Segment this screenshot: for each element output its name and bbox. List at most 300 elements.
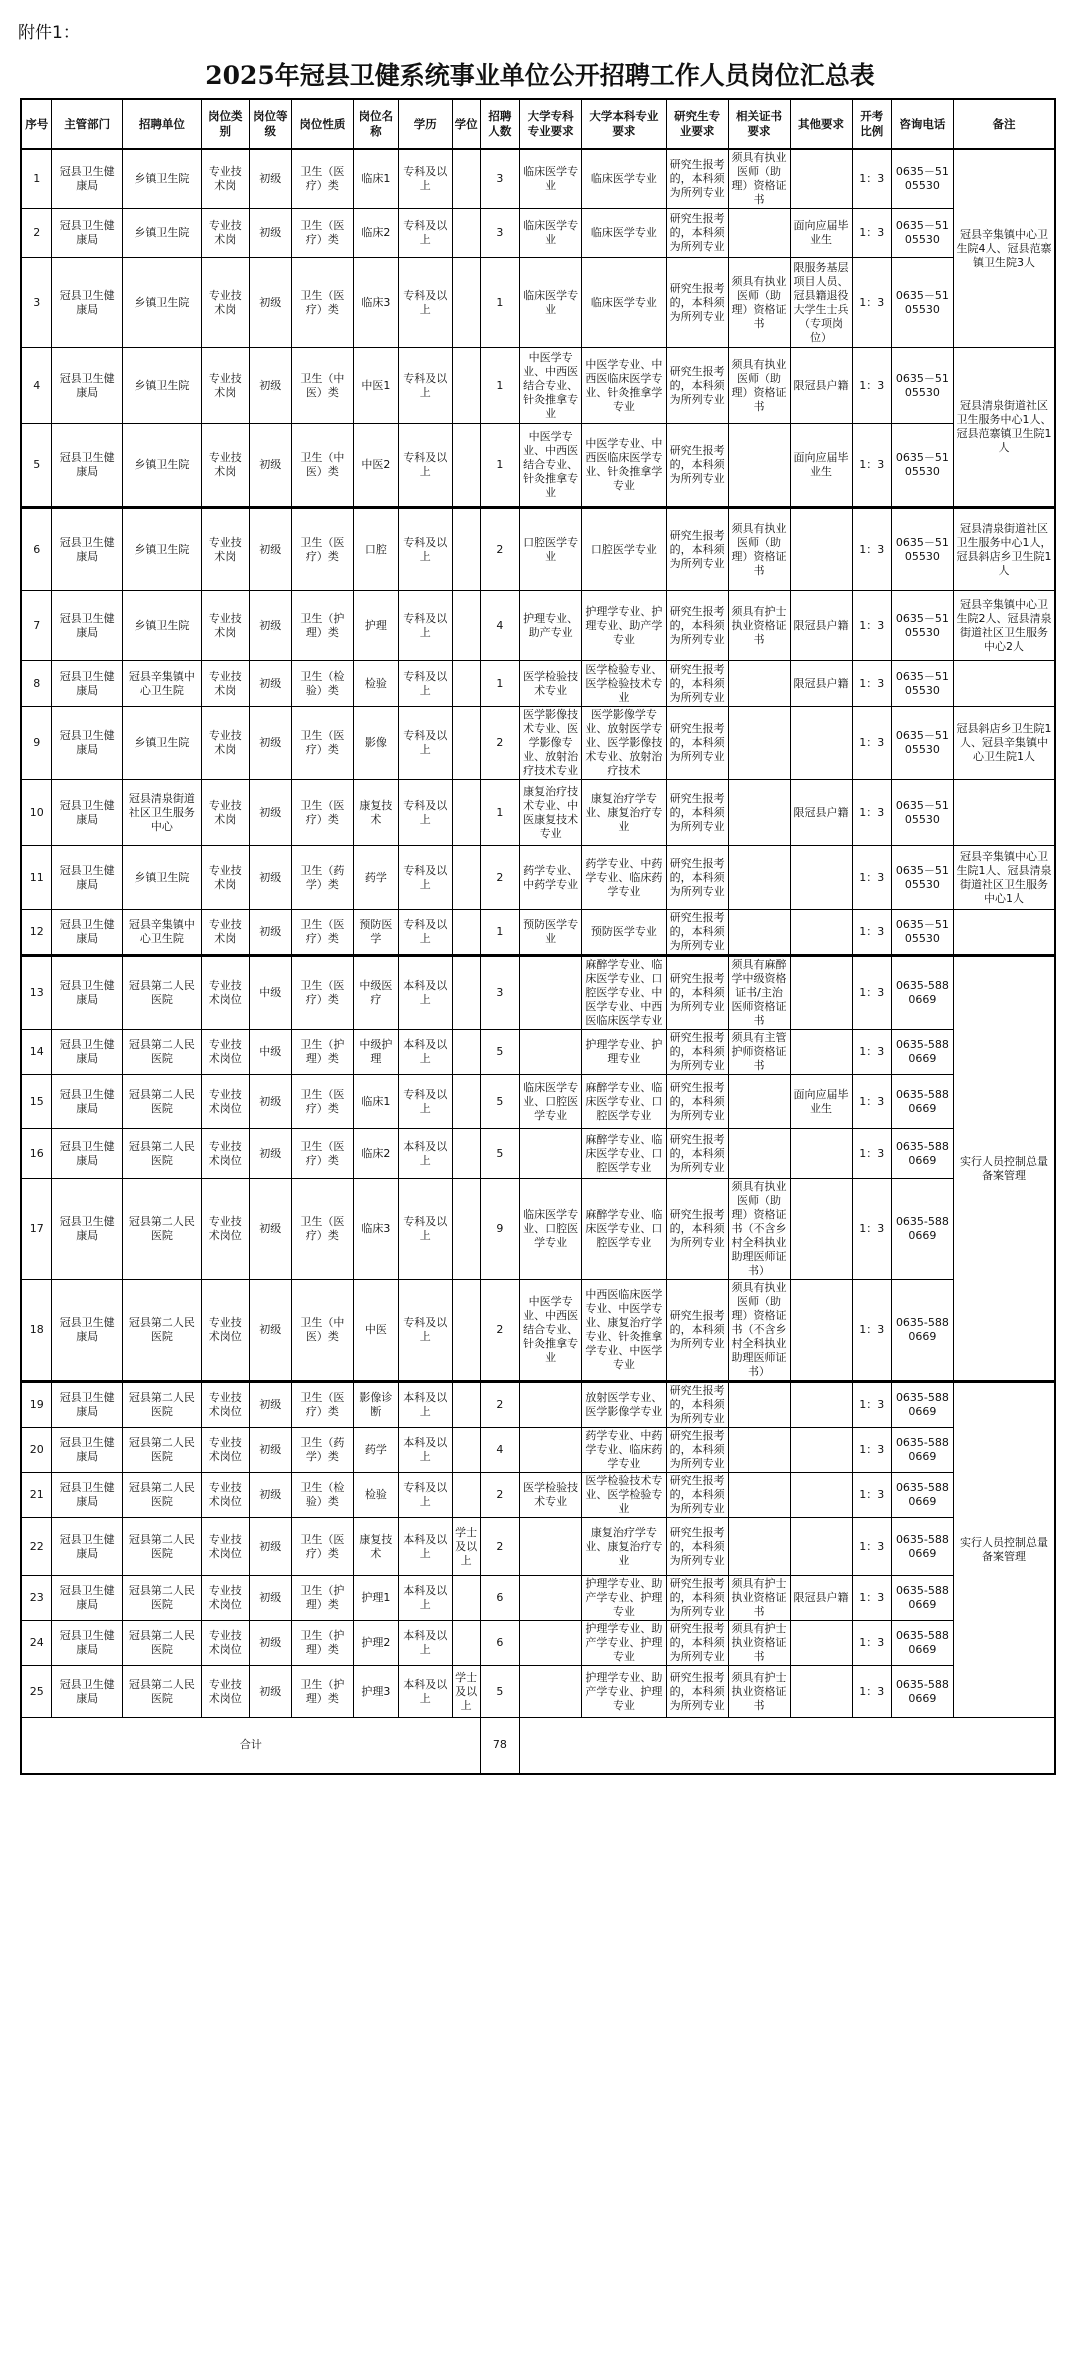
cell-phone: 0635－5105530 (891, 508, 953, 591)
cell-education: 专科及以上 (398, 424, 452, 508)
cell-category: 专业技术岗位 (201, 1179, 249, 1280)
cell-col-no: 4 (21, 348, 52, 424)
cell-education: 专科及以上 (398, 707, 452, 780)
cell-certificate: 须具有护士执业资格证书 (728, 1576, 790, 1621)
cell-col-no: 11 (21, 846, 52, 910)
cell-post-name: 检验 (353, 1473, 398, 1518)
cell-post-name: 临床3 (353, 258, 398, 348)
cell-degree: 学士及以上 (452, 1518, 480, 1576)
cell-count: 2 (480, 707, 519, 780)
cell-degree (452, 591, 480, 661)
cell-exam-ratio: 1：3 (852, 1075, 891, 1129)
cell-junior-college-major (520, 1382, 582, 1428)
cell-nature: 卫生（医疗）类 (291, 780, 353, 846)
cell-exam-ratio: 1：3 (852, 1382, 891, 1428)
cell-nature: 卫生（医疗）类 (291, 508, 353, 591)
cell-undergrad-major: 护理学专业、助产学专业、护理专业 (582, 1666, 667, 1718)
cell-exam-ratio: 1：3 (852, 1666, 891, 1718)
header-other-requirement: 其他要求 (790, 99, 852, 149)
cell-col-no: 3 (21, 258, 52, 348)
cell-dept: 冠县卫生健康局 (52, 1382, 122, 1428)
cell-level: 中级 (249, 956, 291, 1030)
cell-post-name: 中级护理 (353, 1030, 398, 1075)
cell-undergrad-major: 麻醉学专业、临床医学专业、口腔医学专业 (582, 1075, 667, 1129)
cell-dept: 冠县卫生健康局 (52, 149, 122, 209)
cell-col-no: 25 (21, 1666, 52, 1718)
cell-certificate (728, 846, 790, 910)
cell-post-name: 护理1 (353, 1576, 398, 1621)
cell-count: 6 (480, 1621, 519, 1666)
cell-dept: 冠县卫生健康局 (52, 1576, 122, 1621)
cell-phone: 0635－5105530 (891, 910, 953, 956)
table-row (21, 508, 1055, 591)
cell-education: 专科及以上 (398, 1473, 452, 1518)
cell-phone: 0635－5105530 (891, 707, 953, 780)
cell-other-requirement (790, 1621, 852, 1666)
cell-count: 6 (480, 1576, 519, 1621)
cell-category: 专业技术岗位 (201, 1280, 249, 1382)
cell-other-requirement: 限冠县户籍 (790, 661, 852, 707)
cell-certificate: 须具有执业医师（助理）资格证书（不含乡村全科执业助理医师证书） (728, 1179, 790, 1280)
cell-junior-college-major: 临床医学专业、口腔医学专业 (520, 1075, 582, 1129)
total-row (21, 1718, 1055, 1774)
cell-exam-ratio: 1：3 (852, 956, 891, 1030)
cell-postgrad-major: 研究生报考的，本科须为所列专业 (666, 1179, 728, 1280)
table-row (21, 910, 1055, 956)
cell-undergrad-major: 医学影像学专业、放射医学专业、医学影像技术专业、放射治疗技术 (582, 707, 667, 780)
cell-education: 本科及以上 (398, 956, 452, 1030)
cell-exam-ratio: 1：3 (852, 846, 891, 910)
cell-other-requirement (790, 149, 852, 209)
cell-other-requirement (790, 1518, 852, 1576)
cell-category: 专业技术岗 (201, 910, 249, 956)
cell-degree (452, 209, 480, 258)
cell-count: 2 (480, 846, 519, 910)
cell-count: 1 (480, 780, 519, 846)
cell-category: 专业技术岗 (201, 149, 249, 209)
cell-remarks (953, 780, 1055, 846)
cell-dept: 冠县卫生健康局 (52, 846, 122, 910)
cell-undergrad-major: 医学检验技术专业、医学检验专业 (582, 1473, 667, 1518)
header-row (21, 99, 1055, 149)
cell-count: 1 (480, 910, 519, 956)
cell-dept: 冠县卫生健康局 (52, 348, 122, 424)
cell-col-no: 15 (21, 1075, 52, 1129)
cell-postgrad-major: 研究生报考的，本科须为所列专业 (666, 1473, 728, 1518)
cell-postgrad-major: 研究生报考的，本科须为所列专业 (666, 661, 728, 707)
cell-certificate (728, 1473, 790, 1518)
cell-remarks: 冠县辛集镇中心卫生院2人、冠县清泉街道社区卫生服务中心2人 (953, 591, 1055, 661)
cell-level: 初级 (249, 1428, 291, 1473)
header-junior-college-major: 大学专科专业要求 (520, 99, 582, 149)
cell-unit: 冠县第二人民医院 (122, 1666, 201, 1718)
cell-category: 专业技术岗 (201, 348, 249, 424)
cell-col-no: 2 (21, 209, 52, 258)
table-row (21, 707, 1055, 780)
cell-undergrad-major: 护理学专业、助产学专业、护理专业 (582, 1576, 667, 1621)
cell-post-name: 中级医疗 (353, 956, 398, 1030)
cell-nature: 卫生（医疗）类 (291, 1518, 353, 1576)
cell-dept: 冠县卫生健康局 (52, 1473, 122, 1518)
cell-junior-college-major (520, 1129, 582, 1179)
cell-post-name: 临床1 (353, 149, 398, 209)
cell-level: 初级 (249, 1666, 291, 1718)
cell-postgrad-major: 研究生报考的，本科须为所列专业 (666, 209, 728, 258)
cell-phone: 0635-5880669 (891, 1030, 953, 1075)
cell-count: 2 (480, 1473, 519, 1518)
cell-certificate: 须具有护士执业资格证书 (728, 591, 790, 661)
cell-exam-ratio: 1：3 (852, 1576, 891, 1621)
cell-nature: 卫生（医疗）类 (291, 1382, 353, 1428)
cell-level: 初级 (249, 780, 291, 846)
cell-post-name: 影像诊断 (353, 1382, 398, 1428)
cell-education: 专科及以上 (398, 661, 452, 707)
cell-postgrad-major: 研究生报考的，本科须为所列专业 (666, 1382, 728, 1428)
cell-post-name: 临床2 (353, 1129, 398, 1179)
cell-exam-ratio: 1：3 (852, 1473, 891, 1518)
table-row (21, 1179, 1055, 1280)
cell-nature: 卫生（医疗）类 (291, 1075, 353, 1129)
cell-other-requirement: 面向应届毕业生 (790, 424, 852, 508)
cell-nature: 卫生（检验）类 (291, 1473, 353, 1518)
cell-junior-college-major: 临床医学专业 (520, 258, 582, 348)
cell-nature: 卫生（医疗）类 (291, 209, 353, 258)
table-row (21, 1030, 1055, 1075)
cell-level: 初级 (249, 424, 291, 508)
cell-level: 初级 (249, 1621, 291, 1666)
cell-col-no: 8 (21, 661, 52, 707)
cell-certificate: 须具有护士执业资格证书 (728, 1666, 790, 1718)
cell-phone: 0635－5105530 (891, 846, 953, 910)
cell-certificate (728, 1382, 790, 1428)
cell-certificate (728, 1518, 790, 1576)
cell-undergrad-major: 临床医学专业 (582, 209, 667, 258)
cell-education: 专科及以上 (398, 258, 452, 348)
cell-postgrad-major: 研究生报考的，本科须为所列专业 (666, 591, 728, 661)
cell-post-name: 护理3 (353, 1666, 398, 1718)
header-category: 岗位类别 (201, 99, 249, 149)
cell-unit: 冠县第二人民医院 (122, 1428, 201, 1473)
cell-degree (452, 661, 480, 707)
cell-level: 初级 (249, 661, 291, 707)
table-row (21, 1621, 1055, 1666)
cell-phone: 0635－5105530 (891, 424, 953, 508)
cell-degree (452, 1621, 480, 1666)
cell-col-no: 20 (21, 1428, 52, 1473)
cell-postgrad-major: 研究生报考的，本科须为所列专业 (666, 1518, 728, 1576)
table-row (21, 149, 1055, 209)
cell-junior-college-major: 中医学专业、中西医结合专业、针灸推拿专业 (520, 1280, 582, 1382)
cell-degree (452, 707, 480, 780)
cell-remarks: 冠县斜店乡卫生院1人、冠县辛集镇中心卫生院1人 (953, 707, 1055, 780)
cell-post-name: 康复技术 (353, 780, 398, 846)
cell-junior-college-major: 临床医学专业 (520, 209, 582, 258)
table-row (21, 1473, 1055, 1518)
cell-other-requirement (790, 956, 852, 1030)
cell-education: 专科及以上 (398, 1075, 452, 1129)
cell-certificate: 须具有执业医师（助理）资格证书 (728, 348, 790, 424)
cell-certificate (728, 661, 790, 707)
cell-post-name: 临床3 (353, 1179, 398, 1280)
cell-category: 专业技术岗 (201, 780, 249, 846)
cell-level: 初级 (249, 846, 291, 910)
cell-exam-ratio: 1：3 (852, 661, 891, 707)
cell-degree (452, 348, 480, 424)
cell-degree (452, 508, 480, 591)
cell-post-name: 临床2 (353, 209, 398, 258)
cell-certificate: 须具有执业医师（助理）资格证书 (728, 258, 790, 348)
cell-count: 2 (480, 508, 519, 591)
cell-other-requirement: 面向应届毕业生 (790, 1075, 852, 1129)
cell-other-requirement (790, 1428, 852, 1473)
cell-other-requirement: 限冠县户籍 (790, 348, 852, 424)
table-row (21, 1428, 1055, 1473)
cell-other-requirement (790, 508, 852, 591)
cell-exam-ratio: 1：3 (852, 1179, 891, 1280)
cell-level: 初级 (249, 1280, 291, 1382)
table-row (21, 1129, 1055, 1179)
header-postgrad-major: 研究生专业要求 (666, 99, 728, 149)
cell-education: 专科及以上 (398, 846, 452, 910)
cell-level: 初级 (249, 910, 291, 956)
cell-level: 初级 (249, 149, 291, 209)
header-education: 学历 (398, 99, 452, 149)
cell-dept: 冠县卫生健康局 (52, 209, 122, 258)
cell-col-no: 9 (21, 707, 52, 780)
cell-level: 初级 (249, 1075, 291, 1129)
cell-remarks: 实行人员控制总量备案管理 (953, 1382, 1055, 1718)
cell-category: 专业技术岗位 (201, 1576, 249, 1621)
cell-unit: 冠县第二人民医院 (122, 1518, 201, 1576)
cell-degree (452, 956, 480, 1030)
cell-exam-ratio: 1：3 (852, 910, 891, 956)
cell-remarks: 冠县清泉街道社区卫生服务中心1人、冠县范寨镇卫生院1人 (953, 348, 1055, 508)
cell-dept: 冠县卫生健康局 (52, 508, 122, 591)
total-empty (520, 1718, 1055, 1774)
cell-dept: 冠县卫生健康局 (52, 258, 122, 348)
cell-exam-ratio: 1：3 (852, 1280, 891, 1382)
cell-level: 初级 (249, 1576, 291, 1621)
cell-degree (452, 258, 480, 348)
cell-degree (452, 846, 480, 910)
cell-nature: 卫生（检验）类 (291, 661, 353, 707)
cell-junior-college-major: 医学检验技术专业 (520, 661, 582, 707)
cell-category: 专业技术岗位 (201, 956, 249, 1030)
cell-phone: 0635-5880669 (891, 1382, 953, 1428)
cell-count: 2 (480, 1518, 519, 1576)
cell-phone: 0635-5880669 (891, 1666, 953, 1718)
cell-dept: 冠县卫生健康局 (52, 1518, 122, 1576)
cell-undergrad-major: 麻醉学专业、临床医学专业、口腔医学专业 (582, 1179, 667, 1280)
cell-category: 专业技术岗 (201, 707, 249, 780)
cell-degree (452, 910, 480, 956)
cell-post-name: 影像 (353, 707, 398, 780)
cell-junior-college-major (520, 1518, 582, 1576)
cell-postgrad-major: 研究生报考的，本科须为所列专业 (666, 508, 728, 591)
cell-junior-college-major (520, 956, 582, 1030)
cell-postgrad-major: 研究生报考的，本科须为所列专业 (666, 1621, 728, 1666)
cell-certificate: 须具有主管护师资格证书 (728, 1030, 790, 1075)
cell-junior-college-major (520, 1621, 582, 1666)
cell-degree (452, 1030, 480, 1075)
cell-certificate: 须具有执业医师（助理）资格证书 (728, 508, 790, 591)
cell-phone: 0635-5880669 (891, 1621, 953, 1666)
cell-remarks (953, 661, 1055, 707)
cell-phone: 0635-5880669 (891, 1428, 953, 1473)
cell-junior-college-major: 中医学专业、中西医结合专业、针灸推拿专业 (520, 348, 582, 424)
cell-other-requirement: 限冠县户籍 (790, 780, 852, 846)
cell-count: 3 (480, 149, 519, 209)
cell-unit: 冠县辛集镇中心卫生院 (122, 661, 201, 707)
table-row (21, 1576, 1055, 1621)
cell-certificate (728, 209, 790, 258)
cell-junior-college-major: 中医学专业、中西医结合专业、针灸推拿专业 (520, 424, 582, 508)
cell-certificate: 须具有护士执业资格证书 (728, 1621, 790, 1666)
cell-phone: 0635-5880669 (891, 1576, 953, 1621)
cell-postgrad-major: 研究生报考的，本科须为所列专业 (666, 707, 728, 780)
cell-unit: 冠县清泉街道社区卫生服务中心 (122, 780, 201, 846)
cell-postgrad-major: 研究生报考的，本科须为所列专业 (666, 424, 728, 508)
cell-phone: 0635－5105530 (891, 591, 953, 661)
cell-junior-college-major (520, 1666, 582, 1718)
cell-degree (452, 424, 480, 508)
cell-dept: 冠县卫生健康局 (52, 1621, 122, 1666)
cell-unit: 冠县第二人民医院 (122, 1280, 201, 1382)
cell-phone: 0635－5105530 (891, 661, 953, 707)
cell-nature: 卫生（医疗）类 (291, 910, 353, 956)
cell-dept: 冠县卫生健康局 (52, 1280, 122, 1382)
cell-postgrad-major: 研究生报考的，本科须为所列专业 (666, 1280, 728, 1382)
cell-unit: 乡镇卫生院 (122, 508, 201, 591)
cell-other-requirement (790, 1473, 852, 1518)
cell-remarks (953, 910, 1055, 956)
cell-post-name: 中医2 (353, 424, 398, 508)
cell-degree (452, 1382, 480, 1428)
cell-education: 专科及以上 (398, 910, 452, 956)
cell-phone: 0635－5105530 (891, 780, 953, 846)
cell-education: 专科及以上 (398, 780, 452, 846)
cell-postgrad-major: 研究生报考的，本科须为所列专业 (666, 1129, 728, 1179)
cell-unit: 冠县第二人民医院 (122, 1129, 201, 1179)
cell-count: 5 (480, 1666, 519, 1718)
cell-unit: 乡镇卫生院 (122, 424, 201, 508)
table-row (21, 591, 1055, 661)
recruitment-table (20, 98, 1056, 1775)
cell-postgrad-major: 研究生报考的，本科须为所列专业 (666, 149, 728, 209)
cell-undergrad-major: 护理学专业、护理专业 (582, 1030, 667, 1075)
cell-education: 专科及以上 (398, 1280, 452, 1382)
cell-unit: 乡镇卫生院 (122, 209, 201, 258)
cell-undergrad-major: 放射医学专业、医学影像学专业 (582, 1382, 667, 1428)
cell-count: 1 (480, 661, 519, 707)
cell-category: 专业技术岗位 (201, 1666, 249, 1718)
cell-education: 专科及以上 (398, 508, 452, 591)
header-undergrad-major: 大学本科专业要求 (582, 99, 667, 149)
cell-junior-college-major (520, 1030, 582, 1075)
cell-unit: 乡镇卫生院 (122, 591, 201, 661)
cell-junior-college-major (520, 1428, 582, 1473)
cell-education: 专科及以上 (398, 348, 452, 424)
cell-certificate (728, 424, 790, 508)
cell-exam-ratio: 1：3 (852, 780, 891, 846)
cell-postgrad-major: 研究生报考的，本科须为所列专业 (666, 1030, 728, 1075)
cell-other-requirement (790, 910, 852, 956)
cell-nature: 卫生（中医）类 (291, 424, 353, 508)
cell-unit: 冠县辛集镇中心卫生院 (122, 910, 201, 956)
cell-undergrad-major: 临床医学专业 (582, 258, 667, 348)
cell-certificate (728, 1075, 790, 1129)
cell-category: 专业技术岗位 (201, 1428, 249, 1473)
total-label: 合计 (21, 1718, 480, 1774)
cell-junior-college-major: 临床医学专业 (520, 149, 582, 209)
cell-undergrad-major: 预防医学专业 (582, 910, 667, 956)
cell-unit: 冠县第二人民医院 (122, 1030, 201, 1075)
cell-exam-ratio: 1：3 (852, 258, 891, 348)
table-row (21, 780, 1055, 846)
cell-phone: 0635-5880669 (891, 1473, 953, 1518)
cell-junior-college-major: 康复治疗技术专业、中医康复技术专业 (520, 780, 582, 846)
cell-undergrad-major: 口腔医学专业 (582, 508, 667, 591)
cell-nature: 卫生（药学）类 (291, 1428, 353, 1473)
cell-education: 本科及以上 (398, 1576, 452, 1621)
cell-col-no: 22 (21, 1518, 52, 1576)
cell-degree: 学士及以上 (452, 1666, 480, 1718)
cell-undergrad-major: 中西医临床医学专业、中医学专业、康复治疗学专业、针灸推拿学专业、中医学专业 (582, 1280, 667, 1382)
cell-other-requirement (790, 1280, 852, 1382)
cell-unit: 冠县第二人民医院 (122, 956, 201, 1030)
cell-junior-college-major (520, 1576, 582, 1621)
cell-junior-college-major: 护理专业、助产专业 (520, 591, 582, 661)
table-row (21, 1666, 1055, 1718)
cell-unit: 乡镇卫生院 (122, 258, 201, 348)
cell-post-name: 护理 (353, 591, 398, 661)
cell-category: 专业技术岗 (201, 661, 249, 707)
cell-postgrad-major: 研究生报考的，本科须为所列专业 (666, 1576, 728, 1621)
table-row (21, 209, 1055, 258)
cell-degree (452, 149, 480, 209)
cell-phone: 0635-5880669 (891, 1129, 953, 1179)
cell-nature: 卫生（医疗）类 (291, 149, 353, 209)
cell-nature: 卫生（医疗）类 (291, 1129, 353, 1179)
cell-count: 4 (480, 1428, 519, 1473)
header-unit: 招聘单位 (122, 99, 201, 149)
cell-level: 初级 (249, 348, 291, 424)
cell-col-no: 12 (21, 910, 52, 956)
header-count: 招聘人数 (480, 99, 519, 149)
table-row (21, 258, 1055, 348)
cell-count: 1 (480, 258, 519, 348)
cell-category: 专业技术岗位 (201, 1075, 249, 1129)
cell-certificate: 须具有麻醉学中级资格证书/主治医师资格证书 (728, 956, 790, 1030)
cell-col-no: 18 (21, 1280, 52, 1382)
cell-certificate: 须具有执业医师（助理）资格证书（不含乡村全科执业助理医师证书） (728, 1280, 790, 1382)
cell-level: 初级 (249, 258, 291, 348)
cell-post-name: 临床1 (353, 1075, 398, 1129)
cell-junior-college-major: 预防医学专业 (520, 910, 582, 956)
table-body (21, 149, 1055, 1774)
cell-postgrad-major: 研究生报考的，本科须为所列专业 (666, 1428, 728, 1473)
cell-postgrad-major: 研究生报考的，本科须为所列专业 (666, 846, 728, 910)
header-nature: 岗位性质 (291, 99, 353, 149)
table-row (21, 846, 1055, 910)
cell-dept: 冠县卫生健康局 (52, 591, 122, 661)
cell-unit: 冠县第二人民医院 (122, 1382, 201, 1428)
cell-certificate (728, 910, 790, 956)
cell-undergrad-major: 药学专业、中药学专业、临床药学专业 (582, 846, 667, 910)
cell-other-requirement: 限冠县户籍 (790, 591, 852, 661)
cell-level: 初级 (249, 707, 291, 780)
cell-count: 1 (480, 424, 519, 508)
